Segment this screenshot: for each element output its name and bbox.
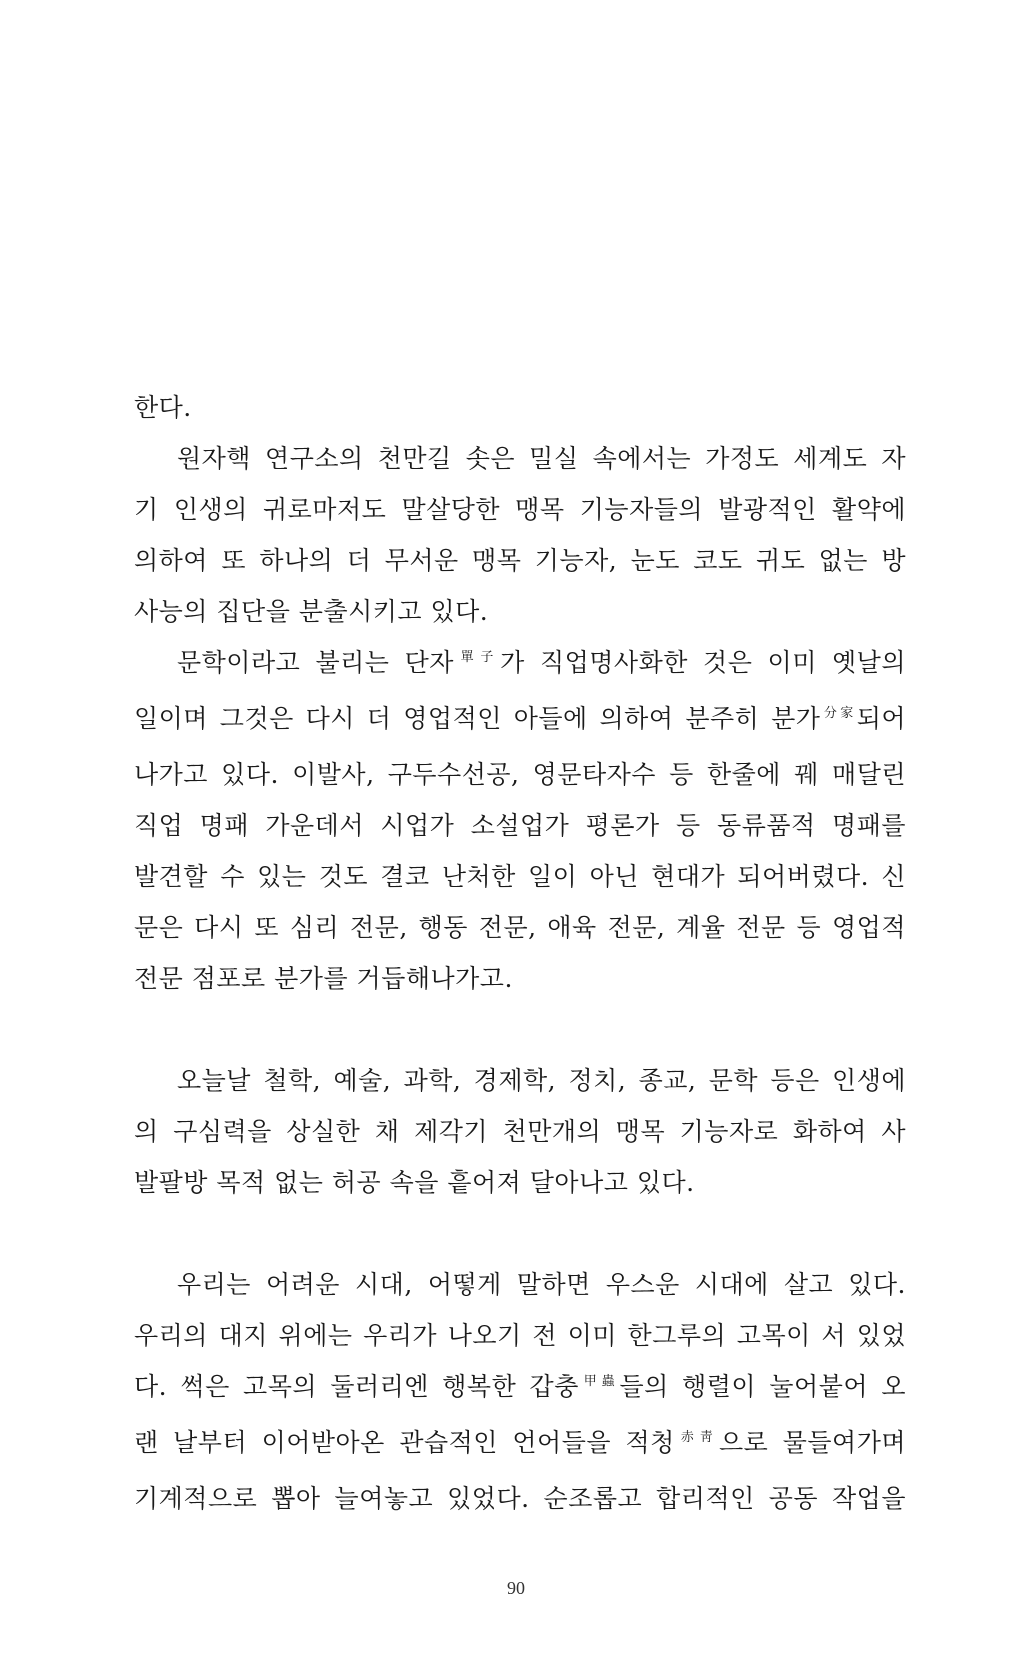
text-line [134,637,906,693]
text-line: 오늘날 철학, 예술, 과학, 경제학, 정치, 종교, 문학 등은 인생에 [177,1066,906,1095]
text-line: 의하여 또 하나의 더 무서운 맹목 기능자, 눈도 코도 귀도 없는 방 [134,546,906,575]
text-line [134,1361,906,1417]
text-segment: 문학이라고 불리는 단자 [177,648,454,677]
section-break [134,1208,906,1259]
text-line: 나가고 있다. 이발사, 구두수선공, 영문타자수 등 한줄에 꿰 매달린 [134,760,906,789]
text-line: 발견할 수 있는 것도 결코 난처한 일이 아닌 현대가 되어버렸다. 신 [134,862,906,891]
text-line: 사능의 집단을 분출시키고 있다. [134,597,489,626]
hanja-annotation: 甲蟲 [578,1374,620,1389]
text-line [134,1417,906,1473]
text-segment: 랜 날부터 이어받아온 관습적인 언어들을 적청 [134,1428,675,1457]
text-segment: 일이며 그것은 다시 더 영업적인 아들에 의하여 분주히 분가 [134,704,821,733]
text-segment: 으로 물들여가며 [718,1428,906,1457]
paragraph-2 [134,433,906,637]
text-line: 직업 명패 가운데서 시업가 소설업가 평론가 등 동류품적 명패를 [134,811,906,840]
text-segment: 들의 행렬이 눌어붙어 오 [619,1372,906,1401]
paragraph-5 [134,1259,906,1524]
text-line [134,693,906,749]
text-line: 원자핵 연구소의 천만길 솟은 밀실 속에서는 가정도 세계도 자 [177,444,906,473]
hanja-annotation: 赤靑 [674,1430,719,1445]
text-line: 기 인생의 귀로마저도 말살당한 맹목 기능자들의 발광적인 활약에 [134,495,906,524]
text-segment: 다. 썩은 고목의 둘러리엔 행복한 갑충 [134,1372,579,1401]
paragraph-3 [134,637,906,1004]
text-line: 의 구심력을 상실한 채 제각기 천만개의 맹목 기능자로 화하여 사 [134,1117,906,1146]
text-line: 우리의 대지 위에는 우리가 나오기 전 이미 한그루의 고목이 서 있었 [134,1321,906,1350]
text-line: 문은 다시 또 심리 전문, 행동 전문, 애육 전문, 계율 전문 등 영업적 [134,913,906,942]
page-number: 90 [507,1578,525,1598]
hanja-annotation: 分家 [820,706,857,721]
text-line: 발팔방 목적 없는 허공 속을 흩어져 달아나고 있다. [134,1168,695,1197]
text-segment: 되어 [856,704,906,733]
body-text [134,382,906,1524]
text-line: 우리는 어려운 시대, 어떻게 말하면 우스운 시대에 살고 있다. [177,1270,906,1299]
paragraph-1 [134,382,906,433]
text-line: 전문 점포로 분가를 거듭해나가고. [134,964,513,993]
paragraph-4 [134,1055,906,1208]
hanja-annotation: 單子 [453,650,501,665]
section-break [134,1004,906,1055]
text-line: 기계적으로 뽑아 늘여놓고 있었다. 순조롭고 합리적인 공동 작업을 [134,1484,906,1513]
text-segment: 가 직업명사화한 것은 이미 옛날의 [500,648,906,677]
text-line: 한다. [134,393,192,422]
